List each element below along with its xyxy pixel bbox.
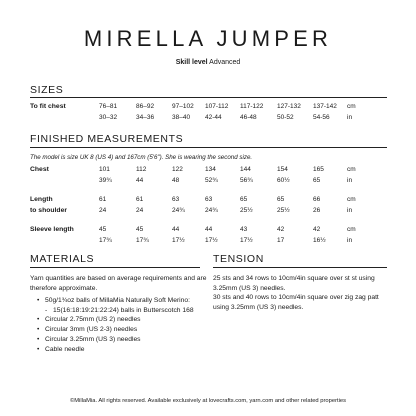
sleeve-unit-in: in — [347, 237, 353, 244]
length-label: Length — [30, 196, 53, 203]
pattern-title: MIRELLA JUMPER — [83, 26, 333, 51]
list-item: - 15(16:18:19:21:22:24) balls in Butterscotch 168 — [45, 306, 194, 316]
length-label-2: to shoulder — [30, 207, 68, 214]
size-unit-in: in — [347, 114, 353, 121]
skill-level-value: Advanced — [209, 59, 241, 66]
length-unit-in: in — [347, 207, 353, 214]
sleeve-cm-5: 43 — [240, 226, 248, 233]
size-in-6: 50-52 — [277, 114, 294, 121]
size-cm-5: 117-122 — [240, 103, 264, 110]
sizes-row-label: To fit chest — [30, 103, 66, 110]
size-cm-2: 86–92 — [136, 103, 155, 110]
sleeve-cm-3: 44 — [172, 226, 180, 233]
chest-cm-1: 101 — [99, 166, 110, 173]
length-cm-7: 66 — [313, 196, 321, 203]
size-in-2: 34–36 — [136, 114, 155, 121]
copyright-footer: ©MillaMia. All rights reserved. Available exclusively at lovecrafts.com, yarn.com and other related properties — [69, 398, 347, 404]
size-cm-3: 97–102 — [172, 103, 194, 110]
length-cm-4: 63 — [205, 196, 213, 203]
chest-cm-5: 144 — [240, 166, 251, 173]
size-unit-cm: cm — [347, 103, 356, 110]
sleeve-in-6: 17 — [277, 237, 285, 244]
size-in-5: 46-48 — [240, 114, 257, 121]
chest-cm-3: 122 — [172, 166, 183, 173]
size-in-7: 54-56 — [313, 114, 330, 121]
length-in-6: 25½ — [277, 207, 290, 214]
materials-divider — [30, 267, 200, 268]
size-cm-6: 127-132 — [277, 103, 301, 110]
chest-label: Chest — [30, 166, 49, 173]
chest-unit-in: in — [347, 177, 353, 184]
chest-in-7: 65 — [313, 177, 321, 184]
model-note: The model is size UK 8 (US 4) and 167cm (5'6"). She is wearing the second size. — [30, 154, 253, 161]
tension-paragraph-2: 30 sts and 40 rows to 10cm/4in square over zig zag patt using 3.25mm (US 3) needles. — [213, 294, 379, 311]
materials-intro: Yarn quantities are based on average requirements and are therefore approximate. — [30, 275, 207, 292]
sleeve-in-7: 16½ — [313, 237, 326, 244]
chest-in-5: 56¾ — [240, 177, 253, 184]
sleeve-cm-7: 42 — [313, 226, 321, 233]
sleeve-cm-6: 42 — [277, 226, 285, 233]
sleeve-in-2: 17¾ — [136, 237, 149, 244]
chest-in-2: 44 — [136, 177, 144, 184]
chest-in-6: 60½ — [277, 177, 290, 184]
size-in-3: 38–40 — [172, 114, 191, 121]
sleeve-cm-1: 45 — [99, 226, 107, 233]
list-item: • Circular 3.25mm (US 3) needles — [45, 335, 194, 345]
chest-in-3: 48 — [172, 177, 180, 184]
size-cm-4: 107-112 — [205, 103, 229, 110]
length-cm-1: 61 — [99, 196, 107, 203]
tension-divider — [213, 267, 387, 268]
length-cm-2: 61 — [136, 196, 144, 203]
skill-level — [0, 59, 416, 66]
size-cm-7: 137-142 — [313, 103, 337, 110]
chest-cm-6: 154 — [277, 166, 288, 173]
finished-divider — [30, 147, 387, 148]
list-item: • 50g/1¾oz balls of MillaMia Naturally Soft Merino: — [45, 296, 194, 306]
sleeve-in-4: 17½ — [205, 237, 218, 244]
list-item: • Circular 3mm (US 2-3) needles — [45, 325, 194, 335]
length-unit-cm: cm — [347, 196, 356, 203]
length-in-2: 24 — [136, 207, 144, 214]
chest-in-4: 52¾ — [205, 177, 218, 184]
length-cm-3: 63 — [172, 196, 180, 203]
chest-cm-2: 112 — [136, 166, 147, 173]
length-in-5: 25½ — [240, 207, 253, 214]
sizes-heading: SIZES — [30, 84, 64, 96]
sleeve-in-3: 17½ — [172, 237, 185, 244]
materials-heading: MATERIALS — [30, 253, 95, 265]
chest-unit-cm: cm — [347, 166, 356, 173]
list-item: • Circular 2.75mm (US 2) needles — [45, 315, 194, 325]
length-in-1: 24 — [99, 207, 107, 214]
chest-cm-7: 165 — [313, 166, 324, 173]
chest-in-1: 39¾ — [99, 177, 112, 184]
sleeve-cm-2: 45 — [136, 226, 144, 233]
skill-level-label: Skill level — [175, 59, 208, 66]
sleeve-unit-cm: cm — [347, 226, 356, 233]
tension-paragraph-1: 25 sts and 34 rows to 10cm/4in square over st st using 3.25mm (US 3) needles. — [213, 275, 375, 292]
sleeve-in-5: 17½ — [240, 237, 253, 244]
length-in-4: 24¾ — [205, 207, 218, 214]
size-in-4: 42-44 — [205, 114, 222, 121]
finished-heading: FINISHED MEASUREMENTS — [30, 133, 184, 145]
materials-list — [45, 296, 194, 354]
sizes-divider — [30, 97, 387, 98]
length-cm-5: 65 — [240, 196, 248, 203]
size-in-1: 30–32 — [99, 114, 118, 121]
sleeve-in-1: 17¾ — [99, 237, 112, 244]
length-in-7: 26 — [313, 207, 321, 214]
sleeve-cm-4: 44 — [205, 226, 213, 233]
list-item: • Cable needle — [45, 345, 194, 355]
length-cm-6: 65 — [277, 196, 285, 203]
sleeve-label: Sleeve length — [30, 226, 74, 233]
length-in-3: 24¾ — [172, 207, 185, 214]
chest-cm-4: 134 — [205, 166, 216, 173]
tension-heading: TENSION — [213, 253, 264, 265]
size-cm-1: 76–81 — [99, 103, 118, 110]
